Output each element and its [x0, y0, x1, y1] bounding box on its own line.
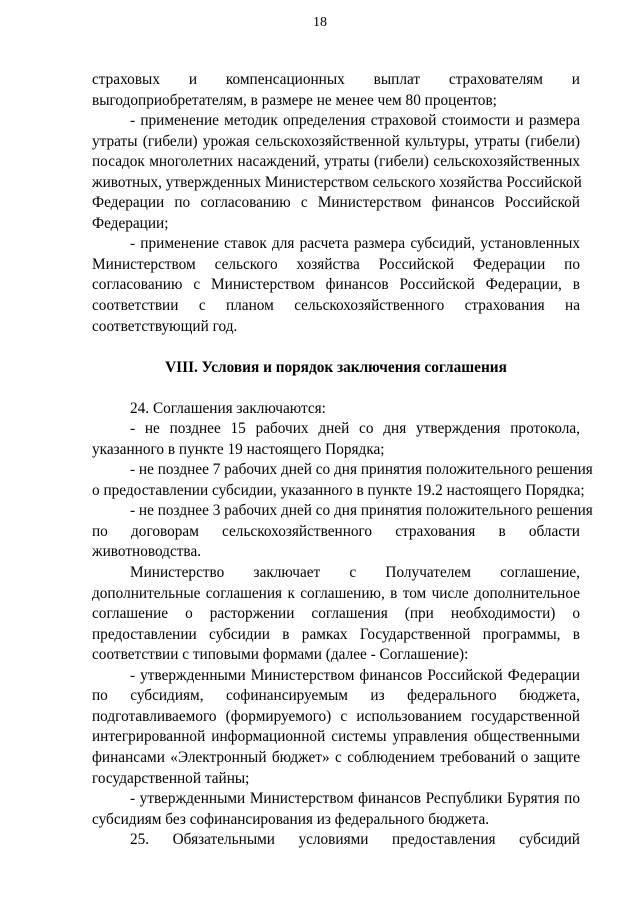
text-line: животноводства. — [92, 543, 202, 561]
text-line: - применение ставок для расчета размера субсидий, установленных — [130, 235, 580, 253]
text-line: соглашение о расторжении соглашения (при необходимости) о — [92, 605, 580, 623]
text-line: указанного в пункте 19 настоящего Порядка; — [92, 440, 385, 458]
text-line: страховых и компенсационных выплат страхователям и — [92, 71, 580, 88]
text-line: Министерством сельского хозяйства Российской Федерации по — [92, 255, 580, 273]
text-line: - применение методик определения страховой стоимости и размера — [130, 112, 580, 130]
spacer — [92, 337, 580, 358]
text-line: посадок многолетних насаждений, утраты (гибели) сельскохозяйственных — [92, 153, 580, 171]
text-line: субсидиям без софинансирования из федерального бюджета. — [92, 810, 490, 828]
spacer — [92, 378, 580, 399]
text-line: - не позднее 15 рабочих дней со дня утверждения протокола, — [130, 420, 580, 438]
text-line: 24. Соглашения заключаются: — [130, 399, 326, 417]
text-line: Федерации по согласованию с Министерством финансов Российской — [92, 194, 580, 212]
text-line: по субсидиям, софинансируемым из федерального бюджета, — [92, 687, 580, 705]
text-line: интегрированной информационной системы управления общественными — [92, 728, 580, 746]
text-line: 25. Обязательными условиями предоставления субсидий — [130, 831, 580, 849]
text-line: по договорам сельскохозяйственного страхования в области — [92, 522, 580, 540]
text-line: соответствующий год. — [92, 317, 238, 335]
text-line: соответствии с планом сельскохозяйственного страхования на — [92, 297, 580, 315]
text-line: - не позднее 7 рабочих дней со дня принятия положительного решения — [130, 461, 593, 479]
text-line: - утвержденными Министерством финансов Российской Федерации — [130, 666, 580, 684]
text-line: животных, утвержденных Министерством сельского хозяйства Российской — [92, 173, 582, 191]
text-line: финансами «Электронный бюджет» с соблюдением требований о защите — [92, 748, 580, 766]
text-line: предоставлении субсидии в рамках Государственной программы, в — [92, 625, 580, 643]
text-line: - не позднее 3 рабочих дней со дня принятия положительного решения — [130, 502, 593, 520]
page-number: 18 — [313, 15, 327, 30]
text-line: - утвержденными Министерством финансов Республики Бурятия по — [130, 790, 580, 808]
text-line: выгодоприобретателям, в размере не менее чем 80 процентов; — [92, 91, 497, 109]
text-line: утраты (гибели) урожая сельскохозяйственной культуры, утраты (гибели) — [92, 132, 580, 150]
text-line: дополнительные соглашения к соглашению, в том числе дополнительное — [92, 584, 580, 602]
text-line: подготавливаемого (формируемого) с использованием государственной — [92, 707, 580, 725]
section-heading: VIII. Условия и порядок заключения соглашения — [165, 358, 507, 376]
text-line: согласованию с Министерством финансов Российской Федерации, в — [92, 276, 580, 294]
text-line: о предоставлении субсидии, указанного в пункте 19.2 настоящего Порядка; — [92, 481, 585, 499]
text-line: Федерации; — [92, 214, 169, 232]
text-line: соответствии с типовыми формами (далее - Соглашение): — [92, 646, 469, 664]
text-line: Министерство заключает с Получателем соглашение, — [130, 564, 580, 582]
document-body — [92, 70, 593, 851]
text-line: государственной тайны; — [92, 769, 250, 787]
